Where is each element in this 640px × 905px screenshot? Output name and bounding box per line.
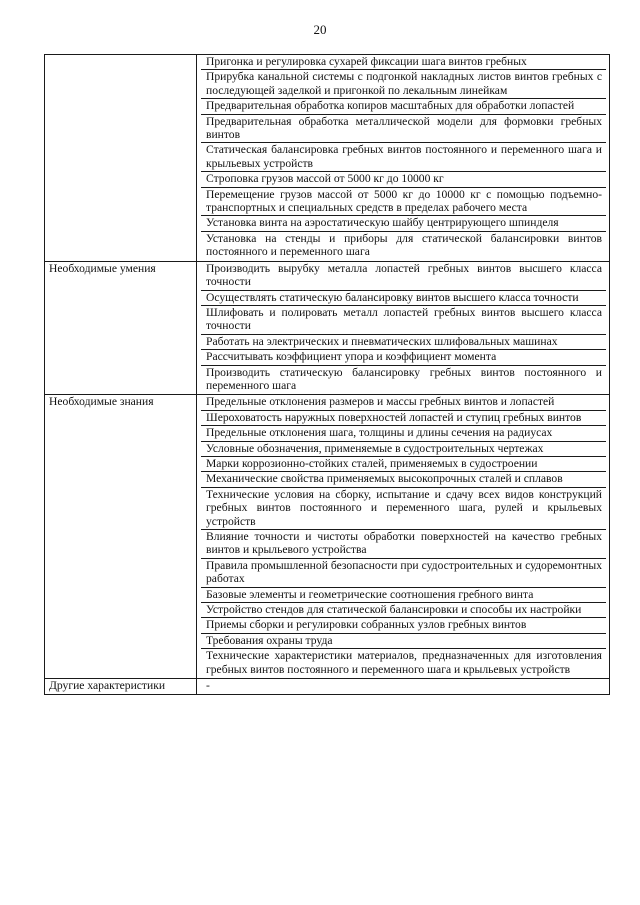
table-row-knowledge	[45, 395, 610, 679]
table-row-labor-actions	[45, 55, 610, 262]
list-item: Пригонка и регулировка сухарей фиксации шага винтов гребных	[201, 55, 606, 70]
list-item: Шероховатость наружных поверхностей лопастей и ступиц гребных винтов	[201, 411, 606, 426]
list-item: Осуществлять статическую балансировку винтов высшего класса точности	[201, 291, 606, 306]
list-item: Технические характеристики материалов, предназначенных для изготовления гребных винтов постоянного и переменного шага и крыльевых устройств	[206, 649, 602, 676]
list-item: Механические свойства применяемых высокопрочных сталей и сплавов	[201, 472, 606, 487]
list-item: Предварительная обработка металлической модели для формовки гребных винтов	[201, 115, 606, 144]
list-item: Перемещение грузов массой от 5000 кг до 10000 кг с помощью подъемно-транспортных и специальных средств в пределах рабочего места	[201, 188, 606, 217]
group-items-skills	[197, 261, 610, 395]
list-item: Предельные отклонения шага, толщины и длины сечения на радиусах	[201, 426, 606, 441]
group-items	[197, 55, 610, 262]
list-item: Правила промышленной безопасности при судостроительных и судоремонтных работах	[201, 559, 606, 588]
list-item: Технические условия на сборку, испытание и сдачу всех видов конструкций гребных винтов постоянного и переменного шага, рулей и крыльевых устройств	[201, 488, 606, 530]
list-item: Производить статическую балансировку гребных винтов постоянного и переменного шага	[206, 365, 602, 392]
list-item: Предварительная обработка копиров масштабных для обработки лопастей	[201, 99, 606, 114]
list-item: Установка винта на аэростатическую шайбу центрирующего шпинделя	[201, 216, 606, 231]
group-label-knowledge: Необходимые знания	[45, 395, 197, 679]
list-item: Устройство стендов для статической балансировки и способы их настройки	[201, 603, 606, 618]
characteristics-table	[44, 54, 610, 695]
list-item: Условные обозначения, применяемые в судостроительных чертежах	[201, 442, 606, 457]
list-item: Прирубка канальной системы с подгонкой накладных листов винтов гребных с последующей заделкой и пригонкой по лекальным линейкам	[201, 70, 606, 99]
table-row-skills	[45, 261, 610, 395]
group-label-other: Другие характеристики	[45, 679, 197, 695]
list-item: Шлифовать и полировать металл лопастей гребных винтов высшего класса точности	[201, 306, 606, 335]
list-item: Марки коррозионно-стойких сталей, применяемых в судостроении	[201, 457, 606, 472]
list-item: Строповка грузов массой от 5000 кг до 10000 кг	[201, 172, 606, 187]
list-item: Производить вырубку металла лопастей гребных винтов высшего класса точности	[201, 262, 606, 291]
list-item: -	[206, 679, 210, 693]
list-item: Требования охраны труда	[201, 634, 606, 649]
page-number: 20	[313, 22, 327, 37]
group-label-skills: Необходимые умения	[45, 261, 197, 395]
list-item: Базовые элементы и геометрические соотношения гребного винта	[201, 588, 606, 603]
group-items-knowledge	[197, 395, 610, 679]
list-item: Статическая балансировка гребных винтов постоянного и переменного шага и крыльевых устройств	[201, 143, 606, 172]
group-items-other	[197, 679, 610, 695]
group-label	[45, 55, 197, 262]
list-item: Рассчитывать коэффициент упора и коэффициент момента	[201, 350, 606, 365]
list-item: Влияние точности и чистоты обработки поверхностей на качество гребных винтов и крыльевого устройства	[201, 530, 606, 559]
list-item: Работать на электрических и пневматических шлифовальных машинах	[201, 335, 606, 350]
list-item: Приемы сборки и регулировки собранных узлов гребных винтов	[201, 618, 606, 633]
list-item: Установка на стенды и приборы для статической балансировки винтов постоянного и переменного шага	[206, 231, 602, 259]
table-row-other	[45, 679, 610, 695]
list-item: Предельные отклонения размеров и массы гребных винтов и лопастей	[201, 395, 606, 410]
